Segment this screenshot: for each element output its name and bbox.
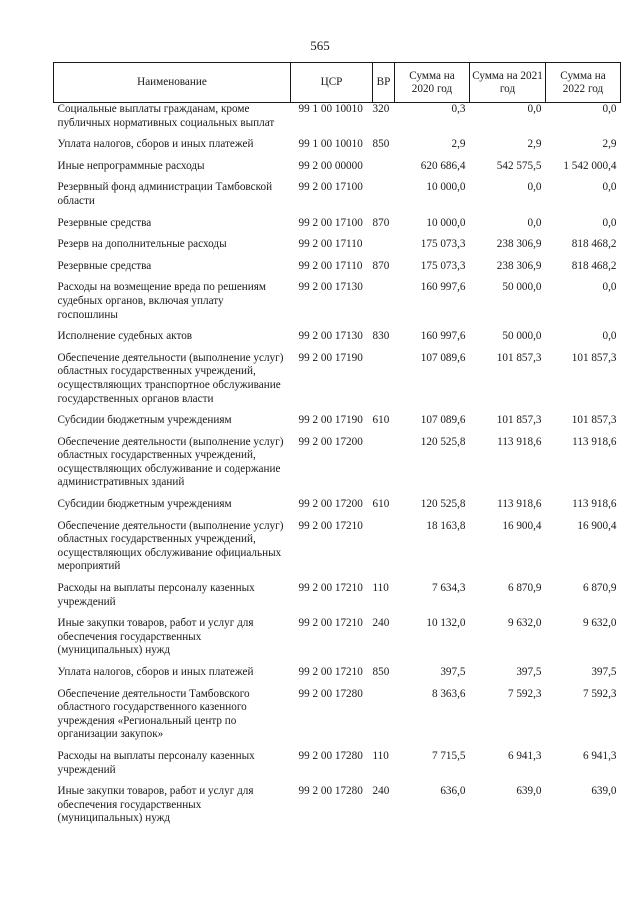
row-name: Обеспечение деятельности (выполнение услуг) областных государственных учреждений, осуществляющих обслуживание и содержание административных зданий: [57, 435, 284, 489]
row-vr: 610: [372, 498, 390, 511]
row-sum-2020: 107 089,6: [420, 414, 466, 427]
row-sum-2022: 0,0: [602, 281, 617, 294]
row-csr: 99 2 00 17110: [298, 238, 363, 251]
row-csr: 99 2 00 17280: [298, 749, 363, 762]
row-name: Резерв на дополнительные расходы: [57, 238, 227, 251]
row-sum-2020: 107 089,6: [420, 351, 466, 364]
row-sum-2020: 160 997,6: [420, 281, 466, 294]
row-sum-2021: 639,0: [516, 785, 542, 798]
table-row: [54, 330, 621, 352]
row-name: Расходы на выплаты персоналу казенных учреждений: [57, 582, 255, 608]
row-vr: [373, 238, 395, 260]
row-sum-2022: 818 468,2: [571, 238, 617, 251]
row-sum-2022: 101 857,3: [571, 414, 617, 427]
row-vr: 870: [372, 216, 390, 229]
row-vr: [373, 520, 395, 582]
row-sum-2020: 2,9: [451, 138, 466, 151]
row-name: Иные закупки товаров, работ и услуг для обеспечения государственных (муниципальных) нужд: [57, 617, 254, 657]
row-name: Резервный фонд администрации Тамбовской области: [57, 181, 273, 207]
row-sum-2022: 0,0: [602, 103, 617, 115]
row-vr: 850: [372, 138, 390, 151]
table-body: [54, 103, 621, 834]
row-csr: 99 2 00 17130: [298, 330, 363, 343]
row-sum-2020: 0,3: [451, 103, 466, 115]
row-name: Уплата налогов, сборов и иных платежей: [57, 138, 254, 151]
row-name: Обеспечение деятельности (выполнение услуг) областных государственных учреждений, осуществляющих обслуживание официальных мероприятий: [57, 519, 284, 573]
row-sum-2022: 1 542 000,4: [563, 159, 617, 172]
row-sum-2022: 16 900,4: [577, 519, 617, 532]
table-row: [54, 281, 621, 330]
row-csr: 99 2 00 17280: [298, 785, 363, 798]
row-csr: 99 2 00 00000: [298, 159, 363, 172]
table-row: [54, 750, 621, 785]
row-csr: 99 1 00 10010: [298, 138, 363, 151]
row-sum-2020: 120 525,8: [420, 435, 466, 448]
row-sum-2020: 18 163,8: [426, 519, 466, 532]
row-vr: 240: [372, 617, 390, 630]
row-vr: 110: [372, 582, 389, 595]
row-csr: 99 2 00 17210: [298, 582, 363, 595]
row-name: Иные непрограммные расходы: [57, 159, 205, 172]
row-sum-2022: 7 592,3: [582, 687, 617, 700]
row-sum-2020: 636,0: [440, 785, 466, 798]
row-sum-2021: 397,5: [516, 666, 542, 678]
row-csr: 99 2 00 17110: [298, 259, 363, 272]
row-sum-2022: 639,0: [591, 785, 617, 798]
row-csr: 99 1 00 10010: [298, 103, 363, 115]
row-sum-2022: 6 870,9: [582, 582, 617, 595]
row-sum-2021: 50 000,0: [502, 330, 542, 343]
row-sum-2021: 542 575,5: [496, 159, 542, 172]
row-vr: [373, 436, 395, 498]
row-sum-2022: 113 918,6: [572, 435, 617, 448]
row-sum-2020: 7 634,3: [431, 582, 466, 595]
row-csr: 99 2 00 17190: [298, 414, 363, 427]
table-row: [54, 138, 621, 160]
table-row: [54, 498, 621, 520]
row-sum-2021: 7 592,3: [507, 687, 542, 700]
row-sum-2020: 397,5: [440, 666, 466, 678]
table-row: [54, 582, 621, 617]
header-csr: ЦСР: [291, 63, 373, 103]
row-sum-2020: 175 073,3: [420, 259, 466, 272]
row-name: Иные закупки товаров, работ и услуг для обеспечения государственных (муниципальных) нужд: [57, 785, 254, 825]
table-row: [54, 260, 621, 282]
budget-table: [53, 62, 621, 834]
row-name: Исполнение судебных актов: [57, 330, 193, 343]
row-vr: 320: [372, 103, 390, 115]
row-sum-2020: 7 715,5: [431, 749, 466, 762]
row-sum-2021: 113 918,6: [497, 498, 542, 511]
row-sum-2020: 160 997,6: [420, 330, 466, 343]
row-name: Социальные выплаты гражданам, кроме публичных нормативных социальных выплат: [57, 103, 275, 129]
row-csr: 99 2 00 17280: [298, 687, 363, 700]
table-header: [54, 63, 621, 103]
row-sum-2021: 238 306,9: [496, 238, 542, 251]
row-vr: [373, 281, 395, 330]
row-sum-2022: 0,0: [602, 181, 617, 194]
row-name: Субсидии бюджетным учреждениям: [57, 414, 232, 427]
row-csr: 99 2 00 17100: [298, 216, 363, 229]
row-sum-2022: 6 941,3: [582, 749, 617, 762]
row-sum-2020: 10 000,0: [426, 181, 466, 194]
table-row: [54, 520, 621, 582]
row-sum-2021: 0,0: [527, 216, 542, 229]
row-sum-2020: 120 525,8: [420, 498, 466, 511]
row-sum-2021: 238 306,9: [496, 259, 542, 272]
table-row: [54, 617, 621, 666]
row-sum-2021: 9 632,0: [507, 617, 542, 630]
row-csr: 99 2 00 17100: [298, 181, 363, 194]
table-row: [54, 103, 621, 139]
table-row: [54, 352, 621, 414]
header-sum-2020: Сумма на 2020 год: [395, 63, 470, 103]
row-sum-2020: 10 132,0: [426, 617, 466, 630]
row-name: Обеспечение деятельности (выполнение услуг) областных государственных учреждений, осуществляющих транспортное обслуживание государственных органов власти: [57, 351, 284, 405]
row-sum-2022: 2,9: [602, 138, 617, 151]
row-name: Обеспечение деятельности Тамбовского областного государственного казенного учреждения «Региональный центр по организации закупок»: [57, 687, 250, 741]
row-sum-2020: 620 686,4: [420, 159, 466, 172]
row-vr: 850: [372, 666, 390, 678]
header-vr: ВР: [373, 63, 395, 103]
row-sum-2021: 50 000,0: [502, 281, 542, 294]
row-sum-2021: 101 857,3: [496, 351, 542, 364]
row-csr: 99 2 00 17190: [298, 351, 363, 364]
row-csr: 99 2 00 17130: [298, 281, 363, 294]
row-sum-2021: 16 900,4: [502, 519, 542, 532]
row-sum-2021: 6 870,9: [507, 582, 542, 595]
row-sum-2022: 818 468,2: [571, 259, 617, 272]
row-sum-2021: 101 857,3: [496, 414, 542, 427]
row-vr: 830: [372, 330, 390, 343]
row-sum-2022: 0,0: [602, 216, 617, 229]
table-row: [54, 785, 621, 834]
header-sum-2021: Сумма на 2021 год: [470, 63, 546, 103]
row-csr: 99 2 00 17200: [298, 435, 363, 448]
row-name: Уплата налогов, сборов и иных платежей: [57, 666, 254, 678]
row-sum-2020: 10 000,0: [426, 216, 466, 229]
row-vr: 240: [372, 785, 390, 798]
table-row: [54, 436, 621, 498]
row-sum-2022: 113 918,6: [572, 498, 617, 511]
page-number: 565: [310, 38, 330, 53]
row-name: Резервные средства: [57, 259, 152, 272]
row-name: Субсидии бюджетным учреждениям: [57, 498, 232, 511]
row-vr: 870: [372, 259, 390, 272]
row-sum-2021: 6 941,3: [507, 749, 542, 762]
row-name: Резервные средства: [57, 216, 152, 229]
row-csr: 99 2 00 17200: [298, 498, 363, 511]
header-name: Наименование: [54, 63, 291, 103]
table-row: [54, 181, 621, 216]
row-sum-2021: 2,9: [527, 138, 542, 151]
table-row: [54, 160, 621, 182]
row-name: Расходы на выплаты персоналу казенных учреждений: [57, 749, 255, 776]
row-vr: [373, 160, 395, 182]
row-vr: [373, 181, 395, 216]
row-csr: 99 2 00 17210: [298, 519, 363, 532]
row-sum-2022: 0,0: [602, 330, 617, 343]
row-sum-2021: 113 918,6: [497, 435, 542, 448]
row-sum-2022: 9 632,0: [582, 617, 617, 630]
table-row: [54, 688, 621, 750]
row-vr: [373, 688, 395, 750]
row-vr: 610: [372, 414, 390, 427]
row-sum-2020: 175 073,3: [420, 238, 466, 251]
row-vr: [373, 352, 395, 414]
table-row: [54, 238, 621, 260]
table-row: [54, 414, 621, 436]
row-sum-2021: 0,0: [527, 103, 542, 115]
row-sum-2020: 8 363,6: [431, 687, 466, 700]
header-sum-2022: Сумма на 2022 год: [546, 63, 621, 103]
row-vr: 110: [372, 749, 389, 762]
table-row: [54, 666, 621, 688]
row-name: Расходы на возмещение вреда по решениям судебных органов, включая уплату госпошлины: [57, 281, 266, 321]
row-csr: 99 2 00 17210: [298, 666, 363, 678]
row-sum-2022: 101 857,3: [571, 351, 617, 364]
row-sum-2022: 397,5: [591, 666, 617, 678]
row-sum-2021: 0,0: [527, 181, 542, 194]
table-row: [54, 217, 621, 239]
row-csr: 99 2 00 17210: [298, 617, 363, 630]
